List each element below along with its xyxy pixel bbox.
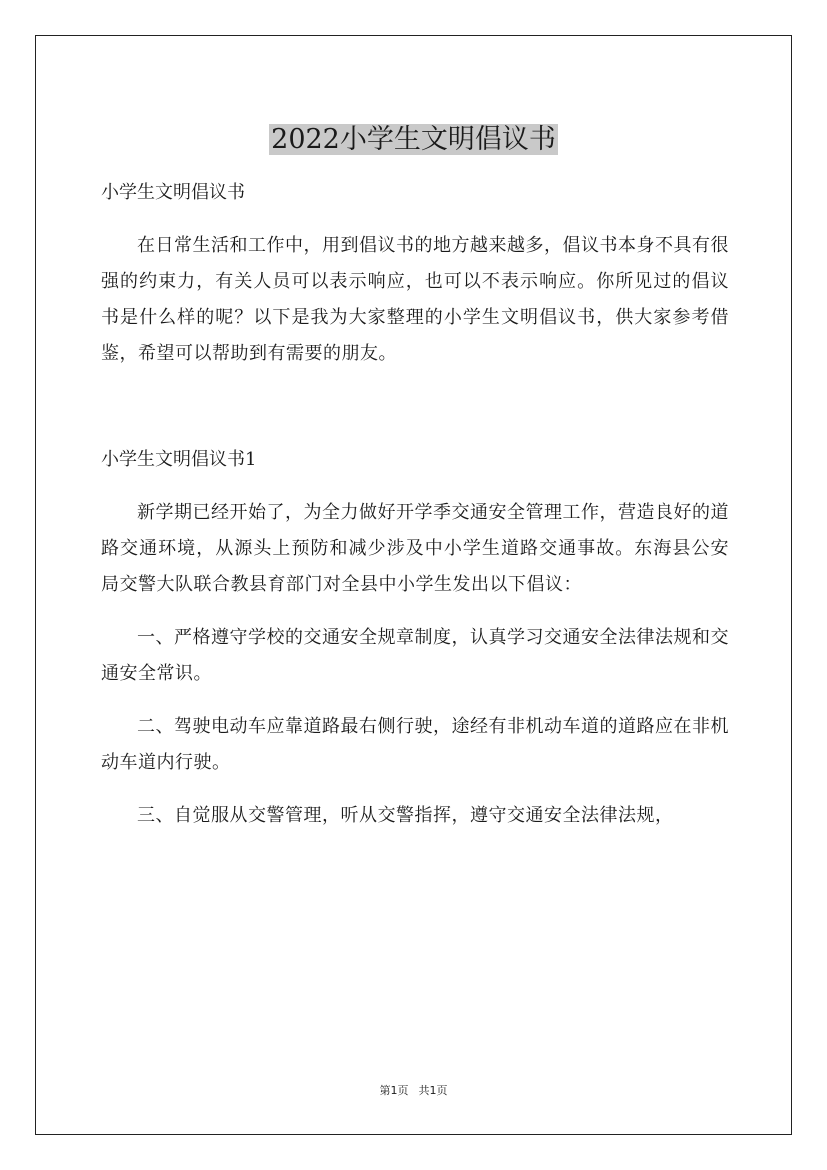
section1-paragraph: 一、严格遵守学校的交通安全规章制度，认真学习交通安全法律法规和交通安全常识。 — [101, 627, 729, 684]
document-title — [0, 121, 827, 159]
section1-paragraph: 三、自觉服从交警管理，听从交警指挥，遵守交通安全法律法规， — [137, 805, 674, 826]
document-title-text: 2022小学生文明倡议书 — [271, 124, 556, 156]
page-footer — [0, 1083, 827, 1099]
spacer — [101, 781, 729, 798]
section1-paragraph: 新学期已经开始了，为全力做好开学季交通安全管理工作，营造良好的道路交通环境，从源头上预防和减少涉及中小学生道路交通事故。东海县公安局交警大队联合教县育部门对全县中小学生发出以下倡议： — [101, 502, 729, 595]
spacer — [101, 603, 729, 620]
page-number-current: 第1页 — [379, 1084, 409, 1097]
spacer — [101, 211, 729, 228]
intro-heading: 小学生文明倡议书 — [101, 182, 245, 203]
document-body — [101, 175, 729, 834]
section1-heading: 小学生文明倡议书1 — [101, 449, 257, 470]
intro-paragraph: 在日常生活和工作中，用到倡议书的地方越来越多，倡议书本身不具有很强的约束力，有关人员可以表示响应，也可以不表示响应。你所见过的倡议书是什么样的呢？以下是我为大家整理的小学生文明倡议书，供大家参考借鉴，希望可以帮助到有需要的朋友。 — [101, 235, 729, 364]
section1-paragraph: 二、驾驶电动车应靠道路最右侧行驶，途经有非机动车道的道路应在非机动车道内行驶。 — [101, 716, 729, 773]
spacer — [101, 478, 729, 495]
spacer — [101, 692, 729, 709]
page-number-total: 共1页 — [418, 1084, 448, 1097]
spacer — [101, 372, 729, 442]
